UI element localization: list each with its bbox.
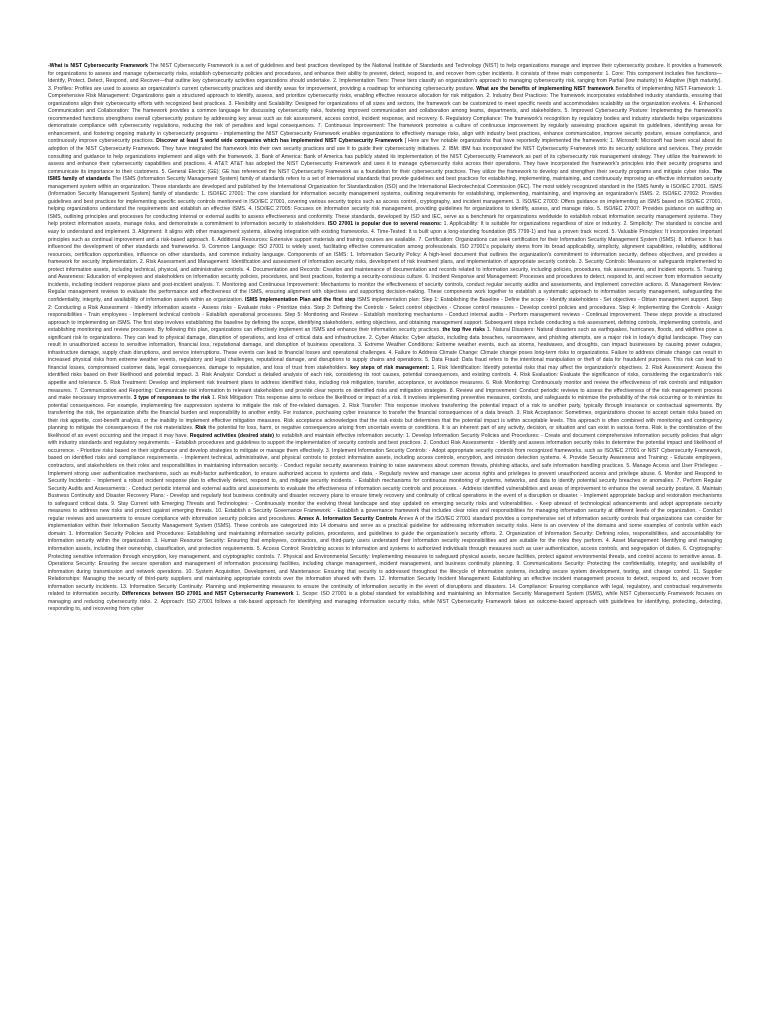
section-heading: key steps of risk management: [350,364,430,371]
paragraph-text: 1. Applicability: It is suitable for organizations regardless of size or industry. 2. Simplicity: The standard is concise and easy to understand and implement. 3. Alignment: It aligns with other management systems, allowing integration with existing frameworks. 4. Time-Tested: It is built upon a long-standing foundation (BS 7799-1) and has a proven track record. 5. Valuable Principles: It incorporates important principles such as continual improvement and a risk-based approach. 6. Additional Resources: Extensive support materials and training courses are available. 7. Certification: Organizations can seek certification for their Information Security Management System (ISMS). 8. Influence: It has influenced the development of other standards and frameworks. 9. Common Language: ISO 27001 is widely used, facilitating effective communication among professionals. ISO 27001's popularity stems from its broad applicability, simplicity, alignment capabilities, reliability, additional resources, certification opportunities, influence on other standards, and common industry language. Components of an ISMS: 1. Information Security Policy: A high-level document that outlines the organization's commitment to information security, defines objectives, and provides a framework for security implementation. 2. Risk Assessment and Management: Identification and assessment of information security risks, development of risk treatment plans, and implementation of appropriate security controls. 3. Security Controls: Measures or safeguards implemented to protect information assets, including technical, physical, and administrative controls. 4. Documentation and Records: Creation and maintenance of documentation and records related to information security, including policies, procedures, risk assessments, and incident reports. 5. Training and Awareness: Education of employees and stakeholders on information security policies, procedures, and best practices, fostering a security-conscious culture. 6. Incident Response and Management: Processes and procedures to detect, respond to, and recover from information security incidents, including incident response plans and post-incident analysis. 7. Monitoring and Continuous Improvement: Mechanisms to monitor the effectiveness of security controls, conduct regular security audits and assessments, and implement corrective actions. 8. Management Review: Regular management reviews to evaluate the performance and effectiveness of the ISMS, ensuring alignment with objectives and supporting decision-making. These components work together to establish a systematic approach to information security management, safeguarding the confidentiality, integrity, and availability of information assets within an organization. [48,221,722,303]
paragraph-text: [ Here are five notable organizations that have reportedly implemented the framework: 1. Microsoft: Microsoft has been vocal about its adoption of the NIST Cybersecurity Framework. They have integrated the framework into their own security practices and use it to guide their cybersecurity initiatives. 2. IBM: IBM has incorporated the NIST Cybersecurity Framework into its security solutions and services. They provide consulting and guidance to help organizations implement and align with the framework. 3. Bank of America: Bank of America has publicly stated its implementation of the NIST Cybersecurity Framework as part of its cybersecurity risk management strategy. They utilize the framework to assess and enhance their cybersecurity capabilities and practices. 4. AT&T: AT&T has adopted the NIST Cybersecurity Framework and uses it to manage cybersecurity risks across their operations. They have incorporated the framework's principles into their security programs and communicate its importance to their customers. 5. General Electric (GE): GE has referenced the NIST Cybersecurity Framework as a foundation for their cybersecurity practices. They utilize the framework to develop and strengthen their security programs and mitigate cyber risks. [48,138,722,175]
section-heading: -What is NIST Cybersecurity Framework [48,63,148,69]
section-heading: ISMS Implementation Plan and the first step [245,296,356,303]
paragraph-text: ISMS implementation plan: Step 1: Establishing the Baseline - Define the scope - Identify stakeholders - Set objectives - Obtain management support. Step 2: Conducting a Risk Assessment - Identify information assets - Assess risks - Evaluate risks - Prioritize risks. Step 3: Defining the Controls - Select control objectives - Choose control measures - Develop control policies and procedures. Step 4: Implementing the Controls - Assign responsibilities - Train employees - Implement technical controls - Establish operational processes. Step 5: Monitoring and Review - Establish monitoring mechanisms - Conduct internal audits - Perform management reviews - Continual improvement. These steps provide a structured approach to implementing an ISMS. The first step involves establishing the baseline by defining the scope, identifying stakeholders, setting objectives, and obtaining management support. Subsequent steps include conducting a risk assessment, defining controls, implementing controls, and establishing monitoring and review processes. By following this plan, organizations can effectively implement an ISMS and enhance their information security practices. [48,296,722,334]
section-heading: 3 type of responses to the risk [133,395,211,402]
paragraph-text: Annex A of the ISO/IEC 27001 standard provides a comprehensive set of information security controls that organizations can consider for implementation within their Information Security Management System (ISMS). These controls are categorized into 14 domains and serve as a practical guideline for addressing information security risks. Here is an overview of the domains and some examples of controls within each domain: 1. Information Security Policies and Procedures: Establishing and maintaining information security policies, procedures, and guidelines to guide the organization's security efforts. 2. Organization of Information Security: Defining roles, responsibilities, and accountability for information security within the organization. 3. Human Resource Security: Ensuring that employees, contractors, and third-party users understand their information security responsibilities and are suitable for the roles they perform. 4. Asset Management: Identifying and managing information assets, including their ownership, classification, and protection requirements. 5. Access Control: Restricting access to information and systems to authorized individuals through measures such as user authentication, access controls, and segregation of duties. 6. Cryptography: Protecting sensitive information through encryption, key management, and cryptographic controls. 7. Physical and Environmental Security: Implementing measures to safeguard physical assets, secure facilities, protect against environmental threats, and control access to sensitive areas. 8. Operations Security: Ensuring the secure operation and management of information processing facilities, including change management, incident management, and business continuity planning. 9. Communications Security: Protecting the confidentiality, integrity, and availability of information during transmission and network operations. 10. System Acquisition, Development, and Maintenance: Ensuring that security is addressed throughout the lifecycle of information systems, including secure system development, testing, and change control. 11. Supplier Relationships: Managing the security of third-party suppliers and maintaining appropriate controls over the information shared with them. 12. Information Security Incident Management: Establishing an effective incident management process to detect, respond to, and recover from information security incidents. 13. Information Security Continuity: Planning and implementing measures to ensure the continuity of information security in the event of disruptions and disasters. 14. Compliance: Ensuring compliance with legal, regulatory, and contractual requirements related to information security. [48,515,722,598]
section-heading: ISO 27001 is popular due to several reasons: [327,221,442,228]
section-heading: Differences between ISO 27001 and NIST Cybersecurity Framework [122,591,294,598]
paragraph-text: Benefits of implementing NIST Framework: 1. Comprehensive Risk Management: Organizations gain a structured approach to identify, assess, and prioritize cybersecurity risks, enabling effective resource allocation for risk mitigation. 2. Industry Best Practices: The framework incorporates established industry standards, ensuring that organizations align their cybersecurity efforts with recognized best practices. 3. Flexibility and Scalability: Designed for organizations of all sizes and sectors, the framework can be customized to meet specific needs and accommodates scalability as the organization evolves. 4. Enhanced Communication and Collaboration: The framework provides a common language for discussing cybersecurity risks, fostering improved communication and collaboration among teams, departments, and stakeholders. 5. Improved Cybersecurity Posture: Implementing the framework's recommended functions strengthens overall cybersecurity posture by addressing key areas such as risk assessment, access control, incident response, and recovery. 6. Regulatory Compliance: The framework's recognition by regulatory bodies and industry standards helps organizations demonstrate compliance with cybersecurity regulations, reducing the risk of penalties and legal consequences. 7. Continuous Improvement: The framework promotes a culture of continuous improvement by regularly assessing practices against its guidelines, identifying areas for enhancement, and fostering ongoing maturity in cybersecurity programs - implementing the NIST Cybersecurity Framework enables organizations to effectively manage risks, align with industry best practices, enhance communication, improve security posture, ensure compliance, and continuously improve cybersecurity practices. [48,85,722,145]
paragraph-text: 1. Scope: ISO 27001 is a global standard for establishing and maintaining an Information Security Management System (ISMS), while NIST Cybersecurity Framework focuses on managing and reducing cybersecurity risks. 2. Approach: ISO 27001 follows a risk-based approach for identifying and managing information security risks, while NIST Cybersecurity Framework takes an outcome-based approach with guidelines for identifying, protecting, detecting, responding to, and recovering from cyber [48,591,722,613]
section-heading: Risk [195,425,207,432]
paragraph-text: the potential for loss, harm, or negative consequences arising from uncertain events or conditions. It is an inherent part of any activity, decision, or situation and can exist in various forms. Risk is the combination of the likelihood of an event occurring and the impact it may have. [48,425,722,439]
section-heading: Discover at least 5 world wide companies which has implemented NIST Cybersecurity Framework [156,138,403,145]
section-heading: the top five risks [442,327,486,334]
paragraph-text: 1. Risk Mitigation: This response aims to reduce the likelihood or impact of a risk. It involves implementing preventive measures, controls, and safeguards to minimize the probability of the risk occurring or to minimize its potential consequences. For example, implementing fire suppression systems to mitigate the risk of fire-related damages. 2. Risk Transfer: This response involves transferring the potential impact of a risk to another party, typically through insurance or contractual agreements. By transferring the risk, the organization shifts the financial burden and responsibility to another entity. For instance, purchasing cyber insurance to transfer the financial consequences of a data breach. 3. Risk Acceptance: Sometimes, organizations choose to accept certain risks based on their risk appetite, cost-benefit analysis, or the inability to implement effective mitigation measures. Risk acceptance acknowledges that the risk exists but determines that the potential impact is within acceptable levels. This approach is often combined with monitoring and contingency planning to mitigate the consequences if the risk materializes. [48,395,722,432]
section-heading: Annex A. Information Security Controls [298,515,397,522]
section-heading: The ISMS family of standards [48,168,722,183]
section-heading: Required activities (desired state) [189,432,275,439]
paragraph-text: 1. Risk Identification: Identify potential risks that may affect the organization's objectives. 2. Risk Assessment: Assess the identified risks based on their likelihood and potential impact. 3. Risk Analysis: Conduct a detailed analysis of each risk, considering its root causes, potential consequences, and existing controls. 4. Risk Evaluation: Evaluate the significance of risks, considering the organization's risk appetite and tolerance. 5. Risk Treatment: Develop and implement risk treatment plans to address identified risks, including risk mitigation, transfer, acceptance, or avoidance measures. 6. Risk Monitoring: Continuously monitor and review the effectiveness of risk controls and mitigation measures. 7. Communication and Reporting: Communicate risk information to relevant stakeholders and provide clear reports on identified risks and mitigation strategies. 8. Review and Improvement: Conduct periodic reviews to assess the effectiveness of the risk management process and make necessary improvements. [48,364,722,402]
paragraph-text: to establish and maintain effective information security: 1. Develop Information Security Policies and Procedures: - Create and document comprehensive information security policies that align with industry standards and regulatory requirements. - Establish procedures and guidelines to support the implementation of security controls and best practices. 2. Conduct Risk Assessments: - Identify and assess information security risks to determine the potential impact and likelihood of occurrence. - Prioritize risks based on their significance and develop strategies to mitigate or manage them effectively. 3. Implement Information Security Controls: - Adopt appropriate security controls from recognized frameworks, such as ISO/IEC 27001 or NIST Cybersecurity Framework, based on identified risks and compliance requirements. - Implement technical, administrative, and physical controls to protect information assets, including access controls, encryption, and intrusion detection systems. 4. Provide Security Awareness and Training: - Educate employees, contractors, and stakeholders on their roles and responsibilities in maintaining information security. - Conduct regular security awareness training to raise awareness about common threats, phishing attacks, and safe information handling practices. 5. Manage Access and User Privileges: - Implement strong user authentication mechanisms, such as multi-factor authentication, to ensure authorized access to systems and data. - Regularly review and manage user access rights and privileges to prevent unauthorized access and privilege abuse. 6. Monitor and Respond to Security Incidents: - Implement a robust incident response plan to effectively detect, respond to, and mitigate security incidents. - Establish mechanisms for continuous monitoring of systems, networks, and data to identify potential security breaches or anomalies. 7. Perform Regular Security Audits and Assessments: - Conduct periodic internal and external audits and assessments to evaluate the effectiveness of information security controls and processes. - Address identified vulnerabilities and areas of improvement to enhance the overall security posture. 8. Maintain Business Continuity and Disaster Recovery Plans: - Develop and regularly test business continuity and disaster recovery plans to ensure timely recovery and continuity of critical operations in the event of a disruption or disaster. - Implement appropriate backup and restoration mechanisms to safeguard critical data. 9. Stay Current with Emerging Threats and Technologies: - Continuously monitor the evolving threat landscape and stay updated on emerging security risks and vulnerabilities. - Keep abreast of technological advancements and adopt appropriate security measures to address new risks and protect against emerging threats. 10. Establish a Security Governance Framework: - Establish a governance framework that includes clear roles and responsibilities for managing information security at different levels of the organization. - Conduct regular reviews and assessments to ensure compliance with information security policies and procedures. [48,432,722,522]
paragraph-text: The ISMS (Information Security Management System) family of standards refers to a set of international standards that provide guidelines and best practices for establishing, implementing, maintaining, and continuously improving an effective information security management system within an organization. These standards are developed and published by the International Organization for Standardization (ISO) and the International Electrotechnical Commission (IEC). The most widely recognized standard in the ISMS family is ISO/IEC 27001. ISMS (Information Security Management System) family of standards: 1. ISO/IEC 27001: The core standard for information security management systems, outlining requirements for establishing, implementing, maintaining, and improving an organization's ISMS. 2. ISO/IEC 27002: Provides guidelines and best practices for implementing specific security controls mentioned in ISO/IEC 27001, covering various security topics such as access control, cryptography, and incident management. 3. ISO/IEC 27003: Offers guidance on implementing an ISMS based on ISO/IEC 27001, helping organizations understand the requirements and establish an effective ISMS. 4. ISO/IEC 27005: Focuses on information security risk management, providing guidelines for organizations to identify, assess, and manage risks. 5. ISO/IEC 27007: Provides guidance on auditing an ISMS, outlining principles and processes for conducting internal or external audits to assess effectiveness and conformity. These standards, developed by ISO and IEC, serve as a benchmark for organizations worldwide to establish robust information security management systems. They help protect information assets, manage risks, and demonstrate a commitment to information security to stakeholders. [48,176,722,228]
document-body-text [48,63,722,614]
section-heading: What are the benefits of implementing NIST framework [476,85,614,92]
paragraph-text: The NIST Cybersecurity Framework is a set of guidelines and best practices developed by the National Institute of Standards and Technology (NIST) to help organizations manage and improve their cybersecurity posture. It provides a framework for organizations to assess and manage cybersecurity risks, establish cybersecurity policies and procedures, and enhance their ability to prevent, detect, respond to, and recover from cyber incidents. It consists of three main components: 1. Core: This component includes five functions—Identify, Protect, Detect, Respond, and Recover—that outline key cybersecurity activities organizations should undertake. 2. Implementation Tiers: These tiers classify an organization's approach to managing cybersecurity risk, ranging from Partial (low maturity) to Adaptive (high maturity). 3. Profiles: Profiles are used to assess an organization's current cybersecurity practices and identify areas for improvement, providing a roadmap for enhancing cybersecurity posture. [48,63,722,92]
paragraph-text: 1. Natural Disasters: Natural disasters such as earthquakes, hurricanes, floods, and wildfires pose a significant risk to organizations. They can lead to physical damage, disruption of operations, and loss of critical data and infrastructure. 2. Cyber Attacks: Cyber attacks, including data breaches, ransomware, and phishing attempts, are a major risk in today's digital landscape. They can result in unauthorized access to sensitive information, financial loss, reputational damage, and disruption of business operations. 3. Extreme Weather Conditions: Extreme weather events, such as storms, heatwaves, and droughts, can impact businesses by causing power outages, infrastructure damage, supply chain disruptions, and service interruptions. These events can lead to financial losses and operational challenges. 4. Failure to Address Climate Change: Climate change poses long-term risks to organizations. Failure to address climate change can result in increased physical risks from extreme weather events, regulatory and legal challenges, reputational damage, and disruptions to supply chains and operations. 5. Data Fraud: Data fraud refers to the intentional manipulation or theft of data for fraudulent purposes. This risk can lead to financial losses, compromised customer data, legal consequences, damage to reputation, and loss of trust from stakeholders. [48,327,722,371]
